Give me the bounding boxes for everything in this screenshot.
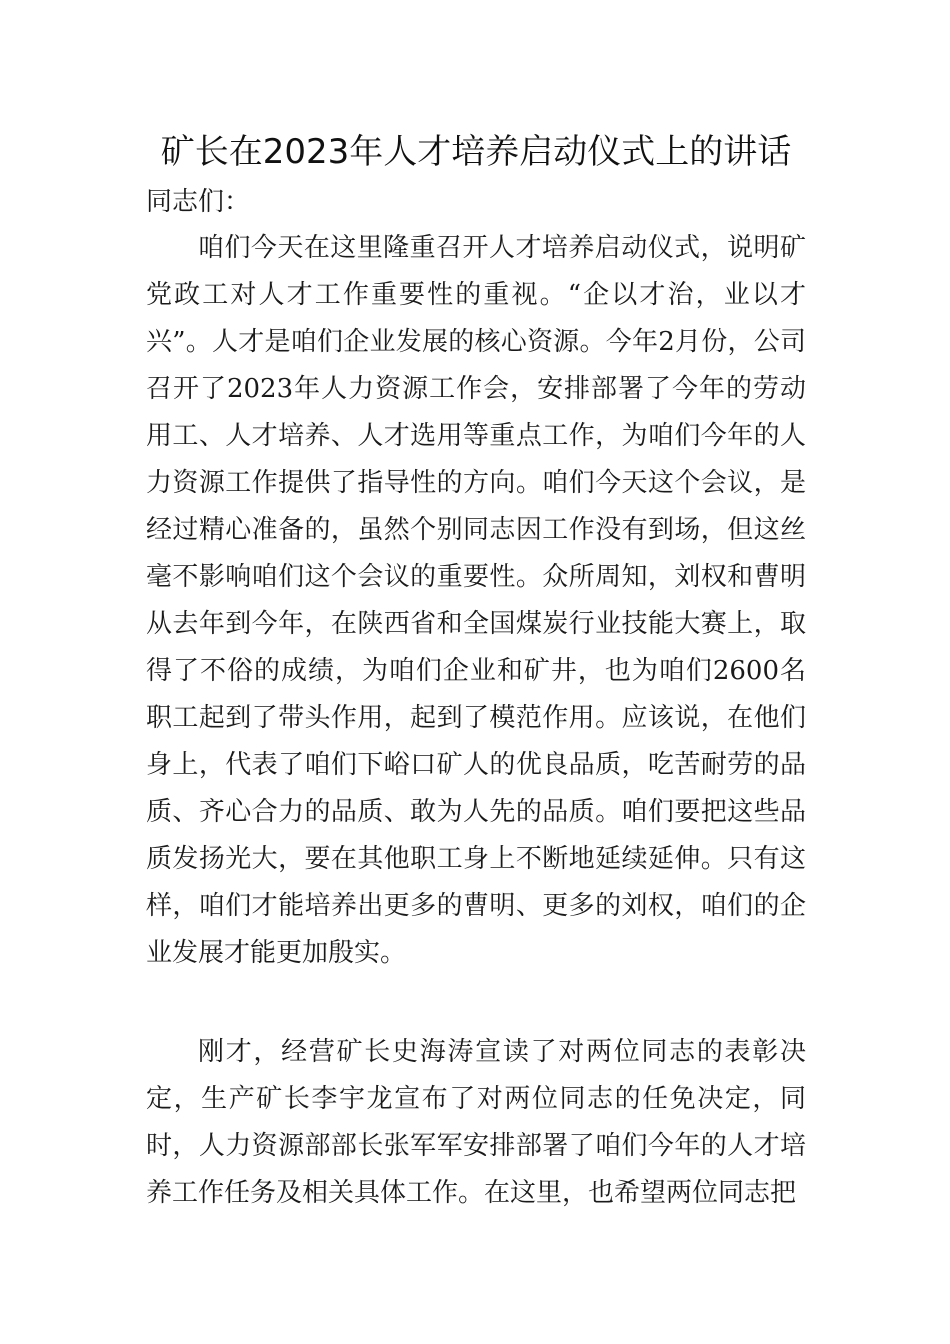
- paragraph-1: 咱们今天在这里隆重召开人才培养启动仪式，说明矿党政工对人才工作重要性的重视。“企以才治，业以才兴”。人才是咱们企业发展的核心资源。今年2月份，公司召开了2023年人力资源工作会，安排部署了今年的劳动用工、人才培养、人才选用等重点工作，为咱们今年的人力资源工作提供了指导性的方向。咱们今天这个会议，是经过精心准备的，虽然个别同志因工作没有到场，但这丝毫不影响咱们这个会议的重要性。众所周知，刘权和曹明从去年到今年，在陕西省和全国煤炭行业技能大赛上，取得了不俗的成绩，为咱们企业和矿井，也为咱们2600名职工起到了带头作用，起到了模范作用。应该说，在他们身上，代表了咱们下峪口矿人的优良品质，吃苦耐劳的品质、齐心合力的品质、敢为人先的品质。咱们要把这些品质发扬光大，要在其他职工身上不断地延续延伸。只有这样，咱们才能培养出更多的曹明、更多的刘权，咱们的企业发展才能更加殷实。: [146, 233, 806, 968]
- salutation: 同志们：: [146, 187, 251, 217]
- document-title: 矿长在2023年人才培养启动仪式上的讲话: [160, 132, 792, 172]
- paragraph-2: 刚才，经营矿长史海涛宣读了对两位同志的表彰决定，生产矿长李宇龙宣布了对两位同志的任免决定，同时，人力资源部部长张军军安排部署了咱们今年的人才培养工作任务及相关具体工作。在这里，也希望两位同志把: [146, 1037, 806, 1208]
